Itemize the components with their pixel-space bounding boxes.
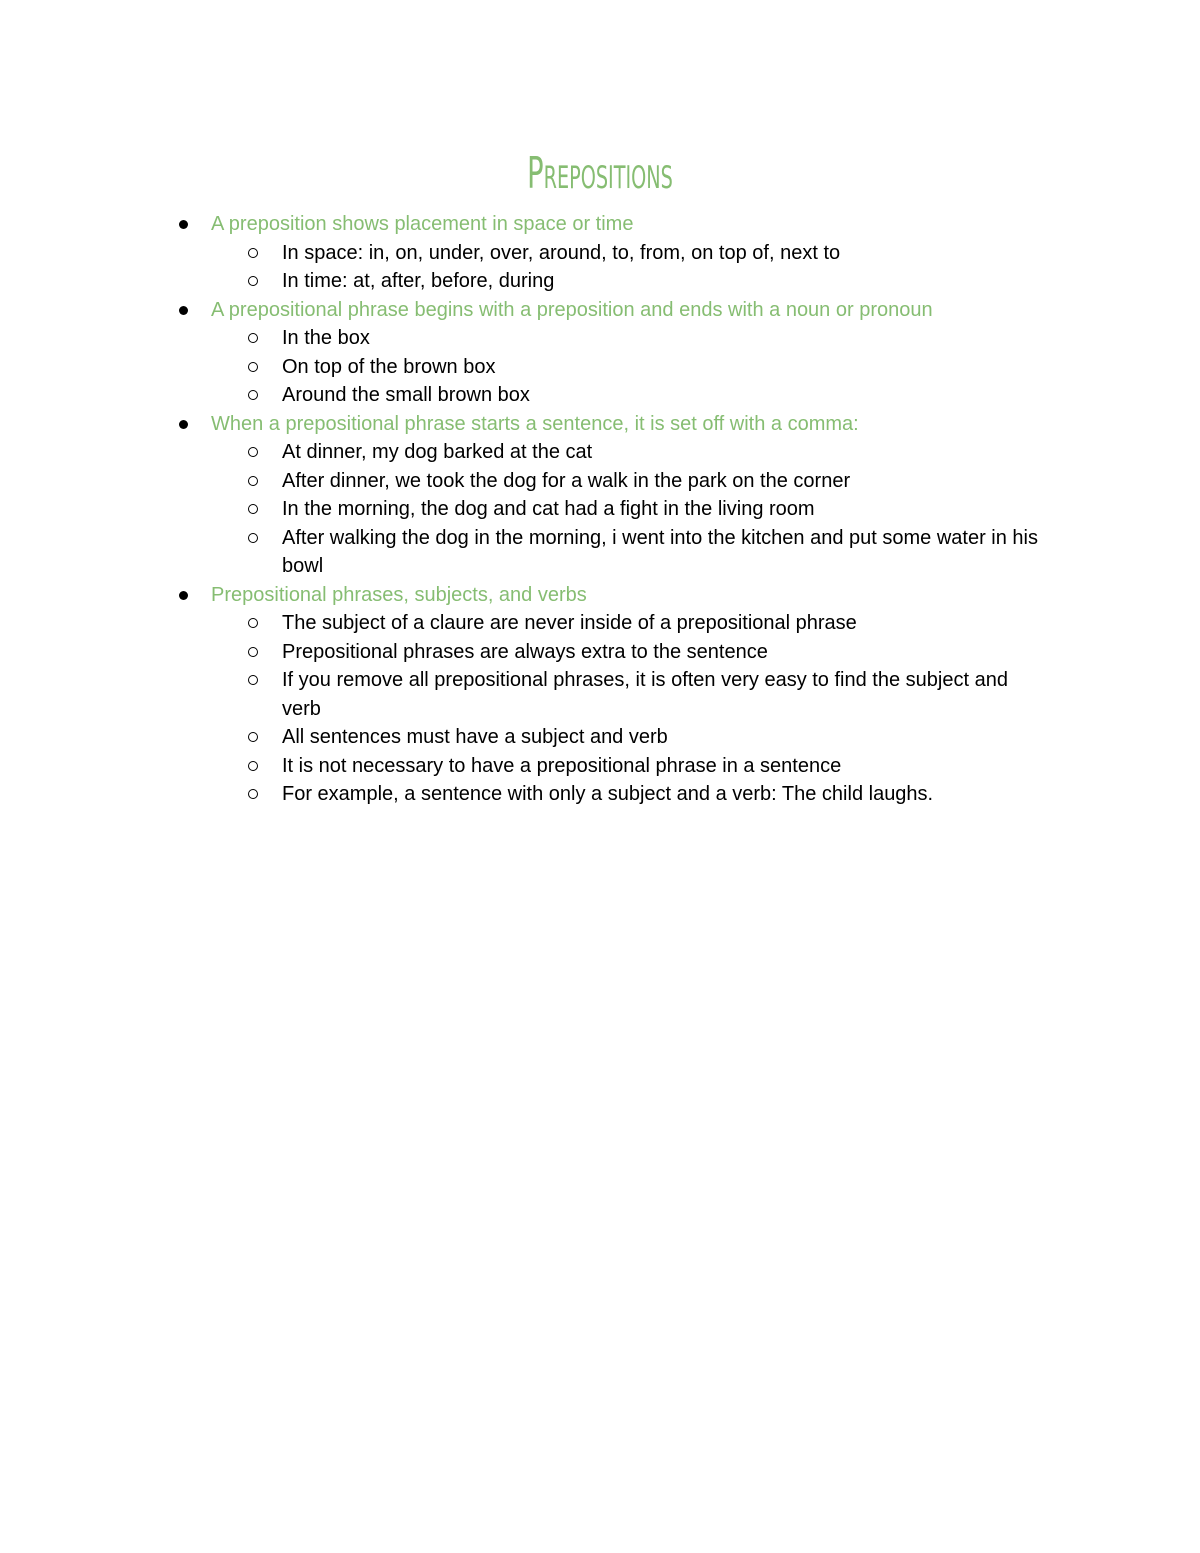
sub-list (211, 239, 1051, 296)
sub-list (211, 609, 1051, 809)
sub-list-item-text: On top of the brown box (282, 355, 496, 378)
sub-list-item (282, 324, 1042, 353)
bullet-circle-icon (248, 789, 258, 799)
sub-list-item-text: For example, a sentence with only a subject and a verb: The child laughs. (282, 783, 934, 805)
sub-list-item (282, 723, 1042, 752)
sub-list (211, 438, 1051, 581)
sub-list-item-text: In the morning, the dog and cat had a fight in the living room (282, 498, 815, 520)
sub-list-item (282, 666, 1042, 723)
bullet-disc-icon (179, 420, 188, 429)
sub-list-item-text: After dinner, we took the dog for a walk in the park on the corner (282, 469, 851, 492)
bullet-circle-icon (248, 647, 258, 657)
bullet-disc-icon (179, 220, 188, 229)
sub-list-item (282, 353, 1042, 382)
sub-list-item-text: In the box (282, 327, 370, 349)
section-heading: A prepositional phrase begins with a preposition and ends with a noun or pronoun (211, 298, 933, 321)
sub-list-item (282, 438, 1042, 467)
bullet-circle-icon (248, 675, 258, 685)
sub-list-item-text: Around the small brown box (282, 384, 530, 406)
bullet-circle-icon (248, 504, 258, 514)
bullet-circle-icon (248, 732, 258, 742)
list-item (0, 296, 1051, 410)
bullet-disc-icon (179, 306, 188, 315)
sub-list-item-text: If you remove all prepositional phrases, it is often very easy to find the subject and verb (282, 669, 1008, 720)
sub-list-item-text: In space: in, on, under, over, around, to, from, on top of, next to (282, 241, 841, 264)
bullet-circle-icon (248, 761, 258, 771)
section-heading: Prepositional phrases, subjects, and verbs (211, 583, 587, 606)
bullet-circle-icon (248, 476, 258, 486)
sub-list-item-text: After walking the dog in the morning, i went into the kitchen and put some water in his bowl (282, 526, 1038, 577)
bullet-circle-icon (248, 276, 258, 286)
document-body (0, 210, 1200, 809)
sub-list-item (282, 609, 1042, 638)
bullet-circle-icon (248, 533, 258, 543)
bullet-circle-icon (248, 248, 258, 258)
section-heading: When a prepositional phrase starts a sentence, it is set off with a comma: (211, 412, 859, 435)
bullet-list (0, 210, 1200, 809)
bullet-disc-icon (179, 591, 188, 600)
document-title: Prepositions (527, 148, 673, 199)
sub-list-item-text: It is not necessary to have a prepositional phrase in a sentence (282, 754, 842, 777)
bullet-circle-icon (248, 333, 258, 343)
sub-list-item (282, 495, 1042, 524)
sub-list-item (282, 524, 1042, 581)
sub-list-item (282, 467, 1042, 496)
bullet-circle-icon (248, 362, 258, 372)
sub-list-item (282, 752, 1042, 781)
sub-list-item-text: Prepositional phrases are always extra to the sentence (282, 640, 768, 663)
sub-list-item (282, 638, 1042, 667)
bullet-circle-icon (248, 447, 258, 457)
bullet-circle-icon (248, 618, 258, 628)
sub-list-item (282, 267, 1042, 296)
sub-list-item-text: The subject of a claure are never inside of a prepositional phrase (282, 612, 857, 634)
list-item (0, 581, 1051, 809)
sub-list-item-text: At dinner, my dog barked at the cat (282, 441, 593, 463)
sub-list-item-text: All sentences must have a subject and verb (282, 726, 668, 748)
section-heading: A preposition shows placement in space or time (211, 213, 634, 235)
list-item (0, 410, 1051, 581)
sub-list-item (282, 381, 1042, 410)
sub-list-item (282, 780, 1042, 809)
sub-list-item-text: In time: at, after, before, during (282, 270, 555, 292)
bullet-circle-icon (248, 390, 258, 400)
list-item (0, 210, 1051, 296)
sub-list-item (282, 239, 1042, 268)
sub-list (211, 324, 1051, 410)
